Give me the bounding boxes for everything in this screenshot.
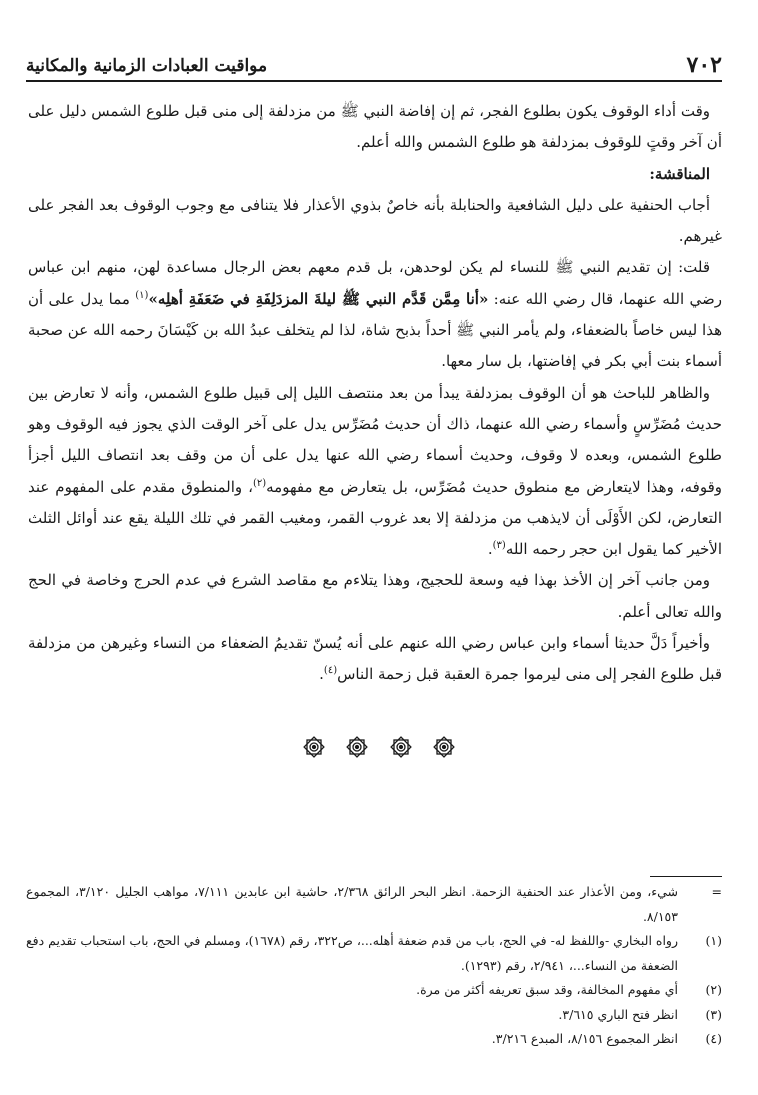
footnote — [26, 1003, 722, 1028]
footnote-text: انظر فتح الباري ٣/٦١٥. — [558, 1006, 678, 1022]
footnote-ref: (٢) — [252, 477, 267, 489]
paragraph-text: . — [319, 665, 324, 684]
header-rule — [26, 80, 722, 82]
footnote-marker: (٤) — [705, 1031, 722, 1046]
section-heading-discussion: المناقشة: — [649, 164, 710, 183]
paragraph-text: ، والمنطوق مقدم على المفهوم عند التعارض، لكن الأَوْلَى أن لايذهب من مزدلفة إلا بعد غروب القمر، ومغيب القمر في تلك الليلة يقع عند أوائل الثلث الأخير كما يقول ابن حجر رحمه الله — [28, 477, 722, 559]
footnote-ref: (٤) — [323, 665, 338, 677]
footnote — [26, 978, 722, 1003]
paragraph — [28, 628, 722, 691]
footnote — [26, 880, 722, 929]
footnote-text: رواه البخاري -واللفظ له- في الحج، باب من قدم ضعفة أهله...، ص٣٢٢، رقم (١٦٧٨)، ومسلم في الحج، باب استحباب تقديم دفع الضعفة من النساء...، ٢/٩٤١، رقم (١٢٩٣). — [26, 933, 678, 973]
running-title: مواقيت العبادات الزمانية والمكانية — [26, 56, 268, 76]
footnote-marker: (٢) — [705, 982, 722, 997]
eight-point-star-ornament-icon — [345, 735, 369, 759]
paragraph-text: قلت: إن تقديم النبي ﷺ للنساء لم يكن لوحدهن، بل قدم معهم بعض الرجال مساعدة لهن، منهم ابن عباس رضي الله عنهما، قال رضي الله عنه: — [28, 258, 722, 308]
paragraph: أجاب الحنفية على دليل الشافعية والحنابلة بأنه خاصٌ بذوي الأعذار فلا يتنافى مع وجوب الوقوف بعد الفجر على غيرهم. — [28, 195, 722, 246]
footnotes — [26, 880, 722, 1052]
footnote-marker: (٣) — [705, 1006, 722, 1022]
section-end-ornaments — [0, 735, 758, 763]
footnote-text: انظر المجموع ٨/١٥٦، المبدع ٣/٢١٦. — [491, 1031, 678, 1046]
paragraph: وقت أداء الوقوف يكون بطلوع الفجر، ثم إن إفاضة النبي ﷺ من مزدلفة إلى منى قبل طلوع الشمس دليل على أن آخر وقتٍ للوقوف بمزدلفة هو طلوع الشمس والله أعلم. — [28, 102, 722, 152]
eight-point-star-ornament-icon — [302, 735, 326, 759]
main-text — [28, 96, 722, 691]
paragraph-text: مما يدل على أن هذا ليس خاصاً بالضعفاء، ولم يأمر النبي ﷺ أحداً بذبح شاة، لذا لم يتخلف عبدُ الله بن كَيْسَانَ رحمه الله عن صحبة أسماء بنت أبي بكر في إفاضتها، بل سار معها. — [28, 289, 722, 371]
page-header — [26, 52, 722, 82]
footnote-ref: (١) — [135, 289, 149, 301]
footnote-separator — [650, 876, 722, 877]
footnote-marker: (١) — [705, 933, 722, 948]
paragraph-text: . — [487, 540, 493, 559]
footnote-text: شيء، ومن الأعذار عند الحنفية الزحمة. انظر البحر الرائق ٢/٣٦٨، حاشية ابن عابدين ٧/١١١، مواهب الجليل ٣/١٢٠، المجموع ٨/١٥٣. — [26, 884, 678, 924]
footnote-text: أي مفهوم المخالفة، وقد سبق تعريفه أكثر من مرة. — [416, 982, 678, 997]
paragraph: ومن جانب آخر إن الأخذ بهذا فيه وسعة للحجيج، وهذا يتلاءم مع مقاصد الشرع في عدم الحرج وخاصة في الحج والله تعالى أعلم. — [28, 571, 722, 621]
footnote-ref: (٣) — [492, 540, 506, 552]
footnote — [26, 1027, 722, 1052]
footnote-marker: = — [711, 884, 722, 899]
page-number: ٧٠٢ — [686, 52, 722, 78]
footnote — [26, 929, 722, 978]
eight-point-star-ornament-icon — [432, 735, 456, 759]
paragraph-text: وأخيراً دَلَّ حديثا أسماء وابن عباس رضي الله عنهم على أنه يُسنّ تقديمُ الضعفاء من النساء وغيرهن من مزدلفة قبل طلوع الفجر إلى منى ليرموا جمرة العقبة قبل زحمة الناس — [28, 634, 722, 684]
paragraph-text: والظاهر للباحث هو أن الوقوف بمزدلفة يبدأ من بعد منتصف الليل إلى قبيل طلوع الشمس، وأنه لا تعارض بين حديث مُضَرِّسٍ وأسماء رضي الله عنهما، ذاك أن حديث مُضَرِّس يدل على آخر الوقت الذي يجوز فيه الوقوف وهو طلوع الشمس، وبعده لا وقوف، وحديث أسماء رضي الله عنها يدل على أن من وقف بعد انتصاف الليل أجزأ وقوفه، وهذا لايتعارض مع منطوق حديث مُضَرِّس، بل يتعارض مع مفهومه — [28, 383, 722, 496]
paragraph — [28, 252, 722, 377]
hadith-quote: «أنا مِمَّن قَدَّم النبي ﷺ ليلةَ المزدَلِفَةِ في ضَعَفَةِ أهلِه» — [148, 289, 489, 308]
eight-point-star-ornament-icon — [389, 735, 413, 759]
paragraph — [28, 378, 722, 566]
